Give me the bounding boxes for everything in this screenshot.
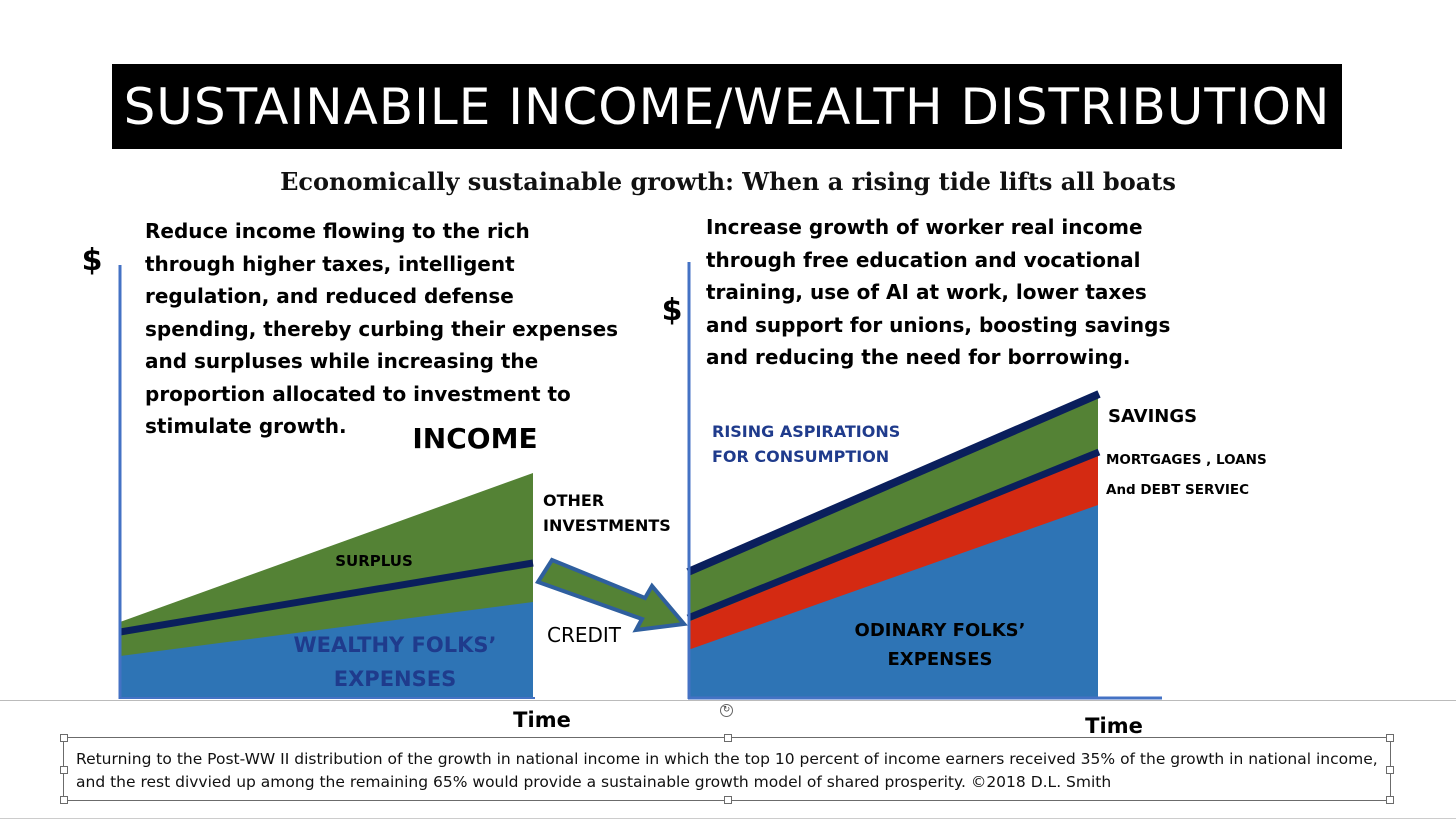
debt-label-line2: And DEBT SERVIEC [1106,482,1249,498]
resize-handle-bottom-left[interactable] [60,796,68,804]
resize-handle-middle-right[interactable] [1386,766,1394,774]
subtitle: Economically sustainable growth: When a rising tide lifts all boats [280,167,1176,196]
right-x-axis-label: Time [1085,714,1143,738]
resize-handle-bottom-center[interactable] [724,796,732,804]
ordinary-expenses-label-line2: EXPENSES [887,649,993,670]
resize-handle-top-right[interactable] [1386,734,1394,742]
caption-text[interactable]: Returning to the Post-WW II distribution of the growth in national income in which the top 10 percent of income earners received 35% of the growth in national income, and the rest divvied up among the remaining 65% would provide a sustainable growth model of shared prosperity. ©2018 D.L. Smith [76,750,1378,791]
rising-aspirations-label-line2: FOR CONSUMPTION [712,447,890,466]
wealthy-expenses-label-line1: WEALTHY FOLKS’ [293,633,497,657]
debt-label-line1: MORTGAGES , LOANS [1106,452,1267,468]
resize-handle-bottom-right[interactable] [1386,796,1394,804]
page-title-text: SUSTAINABILE INCOME/WEALTH DISTRIBUTION [123,77,1331,136]
other-investments-label-line1: OTHER [543,491,605,510]
resize-handle-top-left[interactable] [60,734,68,742]
caption-text-box[interactable] [63,737,1391,801]
right-panel-description: Increase growth of worker real income through free education and vocational training, use of AI at work, lower taxes and support for unions, boosting savings and reducing the need for borrowing. [706,215,1171,369]
resize-handle-middle-left[interactable] [60,766,68,774]
right-y-axis-label: $ [661,293,683,328]
income-label: INCOME [412,422,538,455]
rotate-handle-icon[interactable]: ↻ [720,704,733,717]
credit-label: CREDIT [546,623,622,647]
right-panel [662,262,1267,738]
credit-arrow-shape [538,560,684,630]
left-panel-description: Reduce income flowing to the rich through higher taxes, intelligent regulation, and reduced defense spending, thereby curbing their expenses and surpluses while increasing the proportion allocated to investment to stimulate growth. [145,219,619,438]
wealthy-expenses-label-line2: EXPENSES [333,667,457,691]
surplus-label: SURPLUS [335,552,413,570]
left-panel [82,243,671,732]
savings-label: SAVINGS [1108,406,1198,427]
credit-arrow [538,560,684,647]
rising-aspirations-label-line1: RISING ASPIRATIONS [712,422,901,441]
ordinary-expenses-label-line1: ODINARY FOLKS’ [854,620,1026,641]
left-y-axis-label: $ [81,243,103,278]
left-x-axis-label: Time [513,708,571,732]
other-investments-label-line2: INVESTMENTS [543,516,671,535]
resize-handle-top-center[interactable] [724,734,732,742]
